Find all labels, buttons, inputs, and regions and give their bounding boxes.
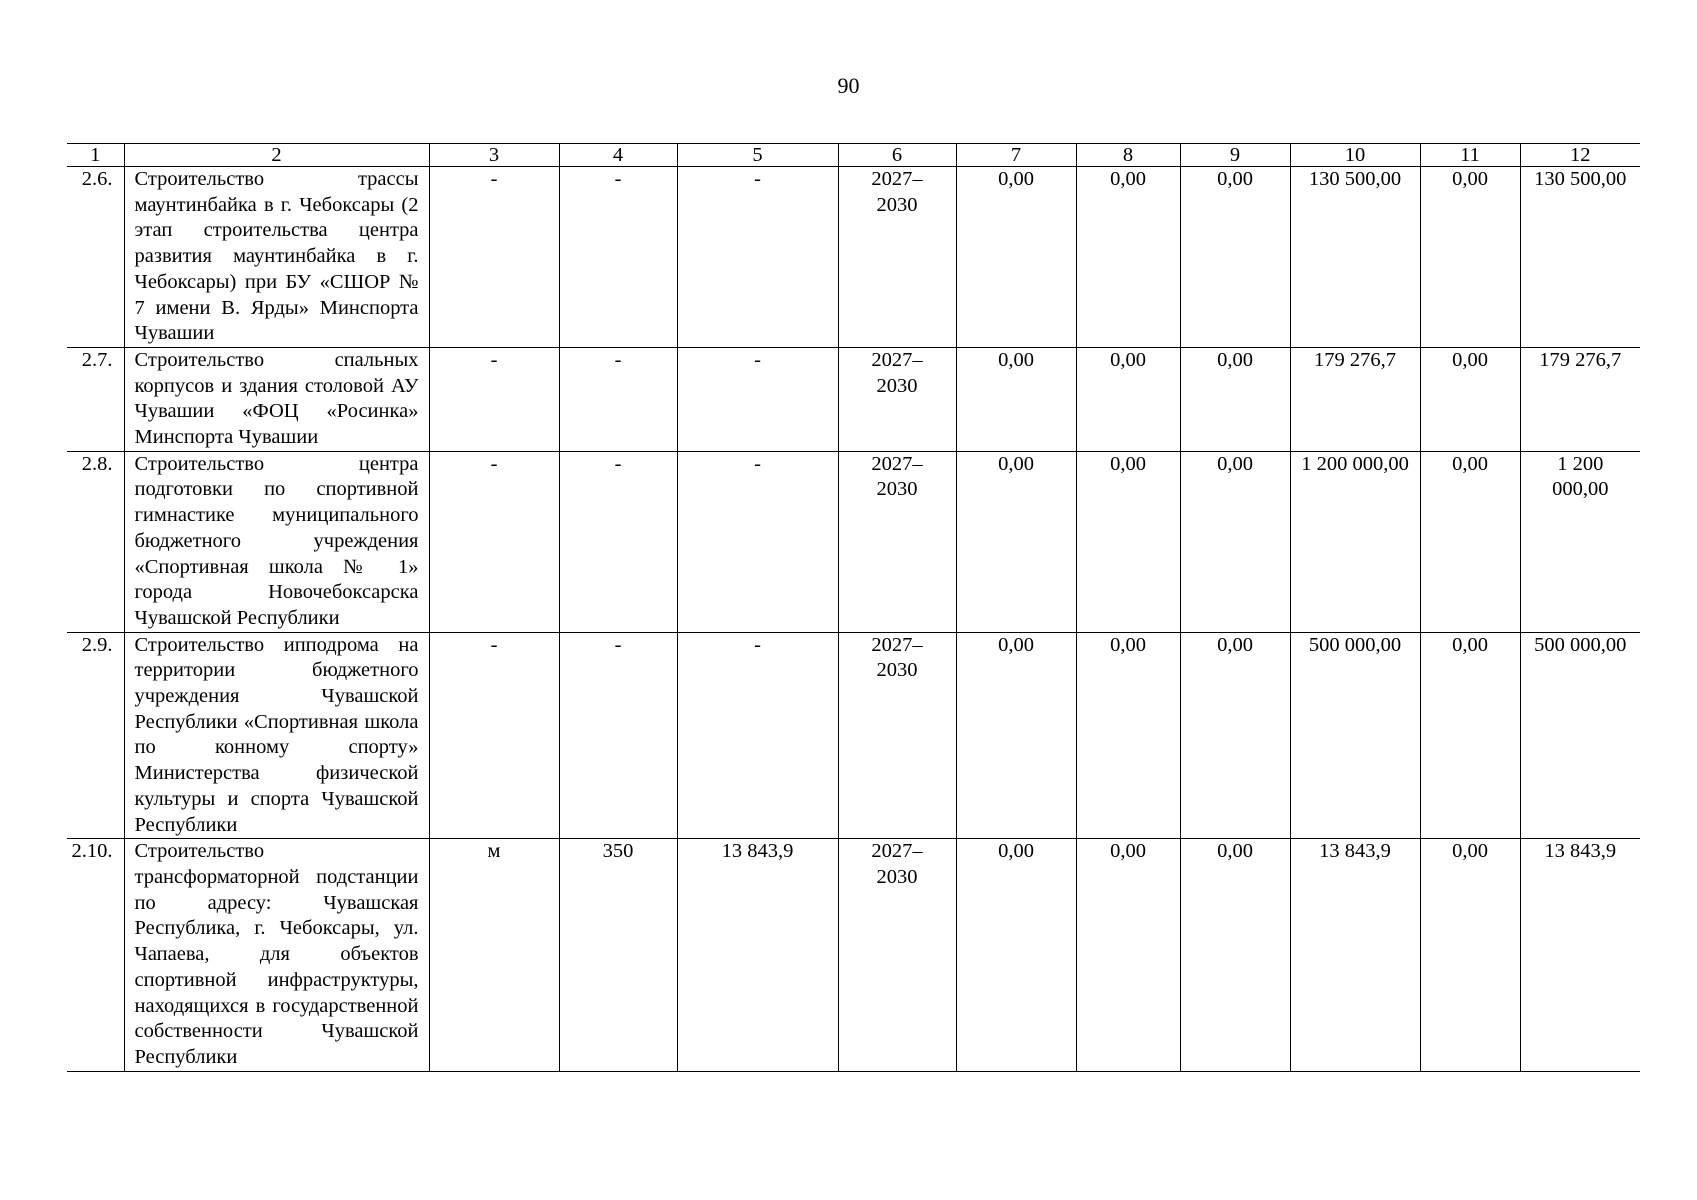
- row-number: 2.6.: [67, 167, 124, 348]
- value-col-9: 0,00: [1180, 839, 1290, 1071]
- column-header-10: 10: [1290, 144, 1420, 167]
- column-header-5: 5: [677, 144, 838, 167]
- column-header-1: 1: [67, 144, 124, 167]
- value-col-10: 179 276,7: [1290, 347, 1420, 451]
- unit-cell: -: [429, 347, 559, 451]
- value-col-11: 0,00: [1420, 451, 1520, 632]
- value-col-9: 0,00: [1180, 347, 1290, 451]
- quantity-cell: -: [559, 451, 677, 632]
- column-header-4: 4: [559, 144, 677, 167]
- value-col-7: 0,00: [956, 347, 1076, 451]
- value-col-11: 0,00: [1420, 167, 1520, 348]
- table-row: [67, 451, 1640, 632]
- value-col-7: 0,00: [956, 839, 1076, 1071]
- column-header-12: 12: [1520, 144, 1640, 167]
- value-col-7: 0,00: [956, 632, 1076, 839]
- value-col-11: 0,00: [1420, 632, 1520, 839]
- row-number: 2.9.: [67, 632, 124, 839]
- value-col-8: 0,00: [1076, 167, 1180, 348]
- unit-cell: -: [429, 167, 559, 348]
- quantity-cell: -: [559, 167, 677, 348]
- value-col-11: 0,00: [1420, 839, 1520, 1071]
- value-col-12: 1 200 000,00: [1520, 451, 1640, 632]
- column-header-6: 6: [838, 144, 956, 167]
- cost-cell: -: [677, 347, 838, 451]
- value-col-10: 130 500,00: [1290, 167, 1420, 348]
- unit-cell: -: [429, 451, 559, 632]
- period-cell: 2027– 2030: [838, 839, 956, 1071]
- row-number: 2.8.: [67, 451, 124, 632]
- column-header-8: 8: [1076, 144, 1180, 167]
- page-number: 90: [837, 73, 860, 98]
- value-col-12: 179 276,7: [1520, 347, 1640, 451]
- unit-cell: -: [429, 632, 559, 839]
- quantity-cell: -: [559, 632, 677, 839]
- header-row: [67, 144, 1640, 167]
- value-col-10: 1 200 000,00: [1290, 451, 1420, 632]
- row-number: 2.7.: [67, 347, 124, 451]
- period-cell: 2027– 2030: [838, 451, 956, 632]
- value-col-9: 0,00: [1180, 451, 1290, 632]
- table-row: [67, 839, 1640, 1071]
- column-header-11: 11: [1420, 144, 1520, 167]
- row-number: 2.10.: [67, 839, 124, 1071]
- quantity-cell: 350: [559, 839, 677, 1071]
- period-cell: 2027– 2030: [838, 632, 956, 839]
- period-cell: 2027– 2030: [838, 167, 956, 348]
- table-row: [67, 167, 1640, 348]
- value-col-9: 0,00: [1180, 167, 1290, 348]
- cost-cell: -: [677, 167, 838, 348]
- period-cell: 2027– 2030: [838, 347, 956, 451]
- object-name: Строительство центра подготовки по спортивной гимнастике муниципального бюджетного учреждения «Спортивная школа № 1» города Новочебоксарска Чувашской Республики: [124, 451, 429, 632]
- column-header-2: 2: [124, 144, 429, 167]
- cost-cell: -: [677, 632, 838, 839]
- table-row: [67, 347, 1640, 451]
- column-header-9: 9: [1180, 144, 1290, 167]
- value-col-8: 0,00: [1076, 347, 1180, 451]
- value-col-8: 0,00: [1076, 839, 1180, 1071]
- value-col-7: 0,00: [956, 451, 1076, 632]
- value-col-12: 500 000,00: [1520, 632, 1640, 839]
- value-col-7: 0,00: [956, 167, 1076, 348]
- object-name: Строительство трансформаторной подстанции по адресу: Чувашская Республика, г. Чебоксары, ул. Чапаева, для объектов спортивной инфраструктуры, находящихся в государственной собственности Чувашской Республики: [124, 839, 429, 1071]
- column-header-7: 7: [956, 144, 1076, 167]
- value-col-9: 0,00: [1180, 632, 1290, 839]
- budget-table: [67, 143, 1640, 1072]
- cost-cell: -: [677, 451, 838, 632]
- value-col-8: 0,00: [1076, 451, 1180, 632]
- value-col-12: 13 843,9: [1520, 839, 1640, 1071]
- value-col-11: 0,00: [1420, 347, 1520, 451]
- value-col-10: 13 843,9: [1290, 839, 1420, 1071]
- table-body: [67, 167, 1640, 1072]
- object-name: Строительство спальных корпусов и здания столовой АУ Чувашии «ФОЦ «Росинка» Минспорта Чувашии: [124, 347, 429, 451]
- object-name: Строительство трассы маунтинбайка в г. Чебоксары (2 этап строительства центра развития маунтинбайка в г. Чебоксары) при БУ «СШОР № 7 имени В. Ярды» Минспорта Чувашии: [124, 167, 429, 348]
- value-col-12: 130 500,00: [1520, 167, 1640, 348]
- column-header-3: 3: [429, 144, 559, 167]
- quantity-cell: -: [559, 347, 677, 451]
- cost-cell: 13 843,9: [677, 839, 838, 1071]
- unit-cell: м: [429, 839, 559, 1071]
- value-col-10: 500 000,00: [1290, 632, 1420, 839]
- object-name: Строительство ипподрома на территории бюджетного учреждения Чувашской Республики «Спортивная школа по конному спорту» Министерства физической культуры и спорта Чувашской Республики: [124, 632, 429, 839]
- table-row: [67, 632, 1640, 839]
- value-col-8: 0,00: [1076, 632, 1180, 839]
